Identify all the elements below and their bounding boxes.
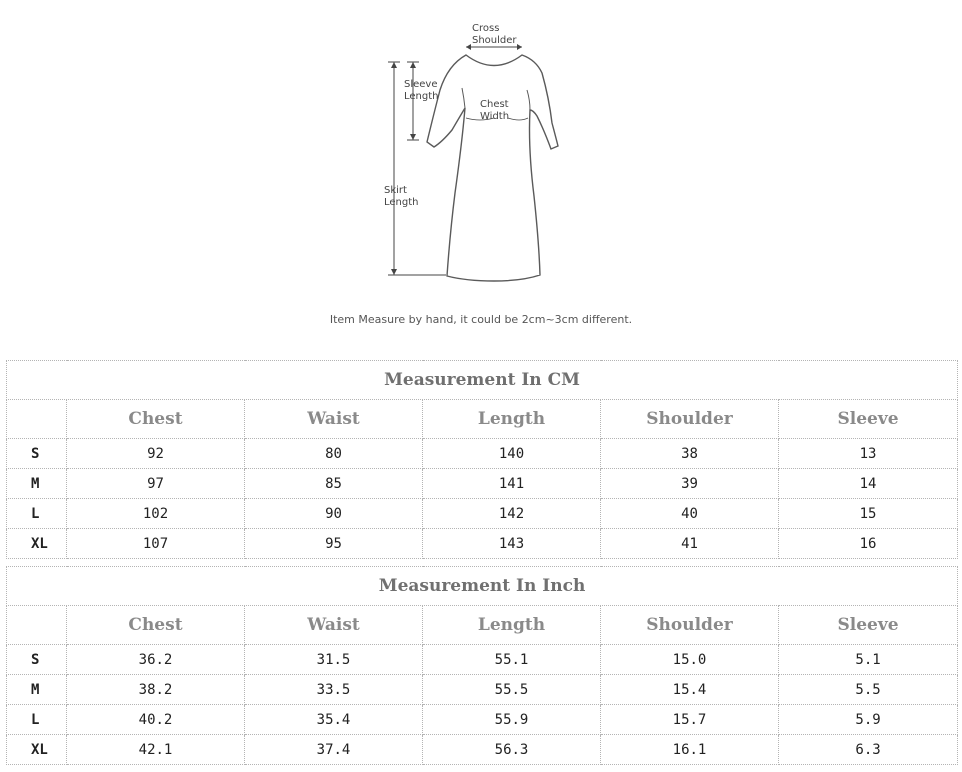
value-cell: 16.1 xyxy=(601,735,779,765)
size-cell: L xyxy=(7,705,67,735)
table-row xyxy=(7,675,958,705)
value-cell: 80 xyxy=(245,439,423,469)
value-cell: 90 xyxy=(245,499,423,529)
value-cell: 107 xyxy=(67,529,245,559)
skirt-length-label-line1: Skirt xyxy=(384,185,407,196)
value-cell: 15.4 xyxy=(601,675,779,705)
sleeve-length-label-line1: Sleeve xyxy=(404,79,438,90)
value-cell: 16 xyxy=(779,529,958,559)
header-cell: Waist xyxy=(245,606,423,645)
value-cell: 15.0 xyxy=(601,645,779,675)
value-cell: 142 xyxy=(423,499,601,529)
header-cell: Sleeve xyxy=(779,400,958,439)
header-cell xyxy=(7,606,67,645)
size-cell: XL xyxy=(7,529,67,559)
value-cell: 95 xyxy=(245,529,423,559)
value-cell: 5.9 xyxy=(779,705,958,735)
value-cell: 55.9 xyxy=(423,705,601,735)
value-cell: 35.4 xyxy=(245,705,423,735)
value-cell: 56.3 xyxy=(423,735,601,765)
chest-width-label-line1: Chest xyxy=(480,99,509,110)
table-row xyxy=(7,705,958,735)
value-cell: 5.1 xyxy=(779,645,958,675)
value-cell: 55.1 xyxy=(423,645,601,675)
table-row xyxy=(7,439,958,469)
value-cell: 40.2 xyxy=(67,705,245,735)
header-cell: Shoulder xyxy=(601,400,779,439)
cm-size-table xyxy=(6,360,958,559)
value-cell: 15 xyxy=(779,499,958,529)
header-cell: Chest xyxy=(67,606,245,645)
value-cell: 5.5 xyxy=(779,675,958,705)
size-cell: L xyxy=(7,499,67,529)
value-cell: 36.2 xyxy=(67,645,245,675)
value-cell: 13 xyxy=(779,439,958,469)
value-cell: 14 xyxy=(779,469,958,499)
value-cell: 55.5 xyxy=(423,675,601,705)
value-cell: 31.5 xyxy=(245,645,423,675)
value-cell: 42.1 xyxy=(67,735,245,765)
size-cell: S xyxy=(7,645,67,675)
cross-shoulder-label-line1: Cross xyxy=(472,23,500,34)
value-cell: 38 xyxy=(601,439,779,469)
value-cell: 102 xyxy=(67,499,245,529)
size-cell: XL xyxy=(7,735,67,765)
value-cell: 97 xyxy=(67,469,245,499)
value-cell: 140 xyxy=(423,439,601,469)
table-row xyxy=(7,735,958,765)
value-cell: 92 xyxy=(67,439,245,469)
inch-size-table xyxy=(6,566,958,765)
table-title: Measurement In CM xyxy=(7,361,958,400)
value-cell: 33.5 xyxy=(245,675,423,705)
header-cell: Sleeve xyxy=(779,606,958,645)
size-cell: M xyxy=(7,675,67,705)
value-cell: 85 xyxy=(245,469,423,499)
measurement-note: Item Measure by hand, it could be 2cm~3cm different. xyxy=(329,313,633,326)
value-cell: 6.3 xyxy=(779,735,958,765)
dress-measurement-diagram xyxy=(370,18,570,293)
header-cell: Shoulder xyxy=(601,606,779,645)
dress-outline-icon xyxy=(370,18,570,293)
table-row xyxy=(7,499,958,529)
table-row xyxy=(7,645,958,675)
value-cell: 41 xyxy=(601,529,779,559)
value-cell: 38.2 xyxy=(67,675,245,705)
value-cell: 39 xyxy=(601,469,779,499)
value-cell: 143 xyxy=(423,529,601,559)
size-cell: S xyxy=(7,439,67,469)
header-cell: Chest xyxy=(67,400,245,439)
table-row xyxy=(7,529,958,559)
size-cell: M xyxy=(7,469,67,499)
skirt-length-label-line2: Length xyxy=(384,197,419,208)
table-title: Measurement In Inch xyxy=(7,567,958,606)
cross-shoulder-label-line2: Shoulder xyxy=(472,35,517,46)
sleeve-length-label-line2: Length xyxy=(404,91,439,102)
value-cell: 40 xyxy=(601,499,779,529)
header-cell xyxy=(7,400,67,439)
value-cell: 37.4 xyxy=(245,735,423,765)
header-cell: Length xyxy=(423,606,601,645)
table-row xyxy=(7,469,958,499)
header-cell: Waist xyxy=(245,400,423,439)
chest-width-label-line2: Width xyxy=(480,111,510,122)
value-cell: 141 xyxy=(423,469,601,499)
value-cell: 15.7 xyxy=(601,705,779,735)
header-cell: Length xyxy=(423,400,601,439)
